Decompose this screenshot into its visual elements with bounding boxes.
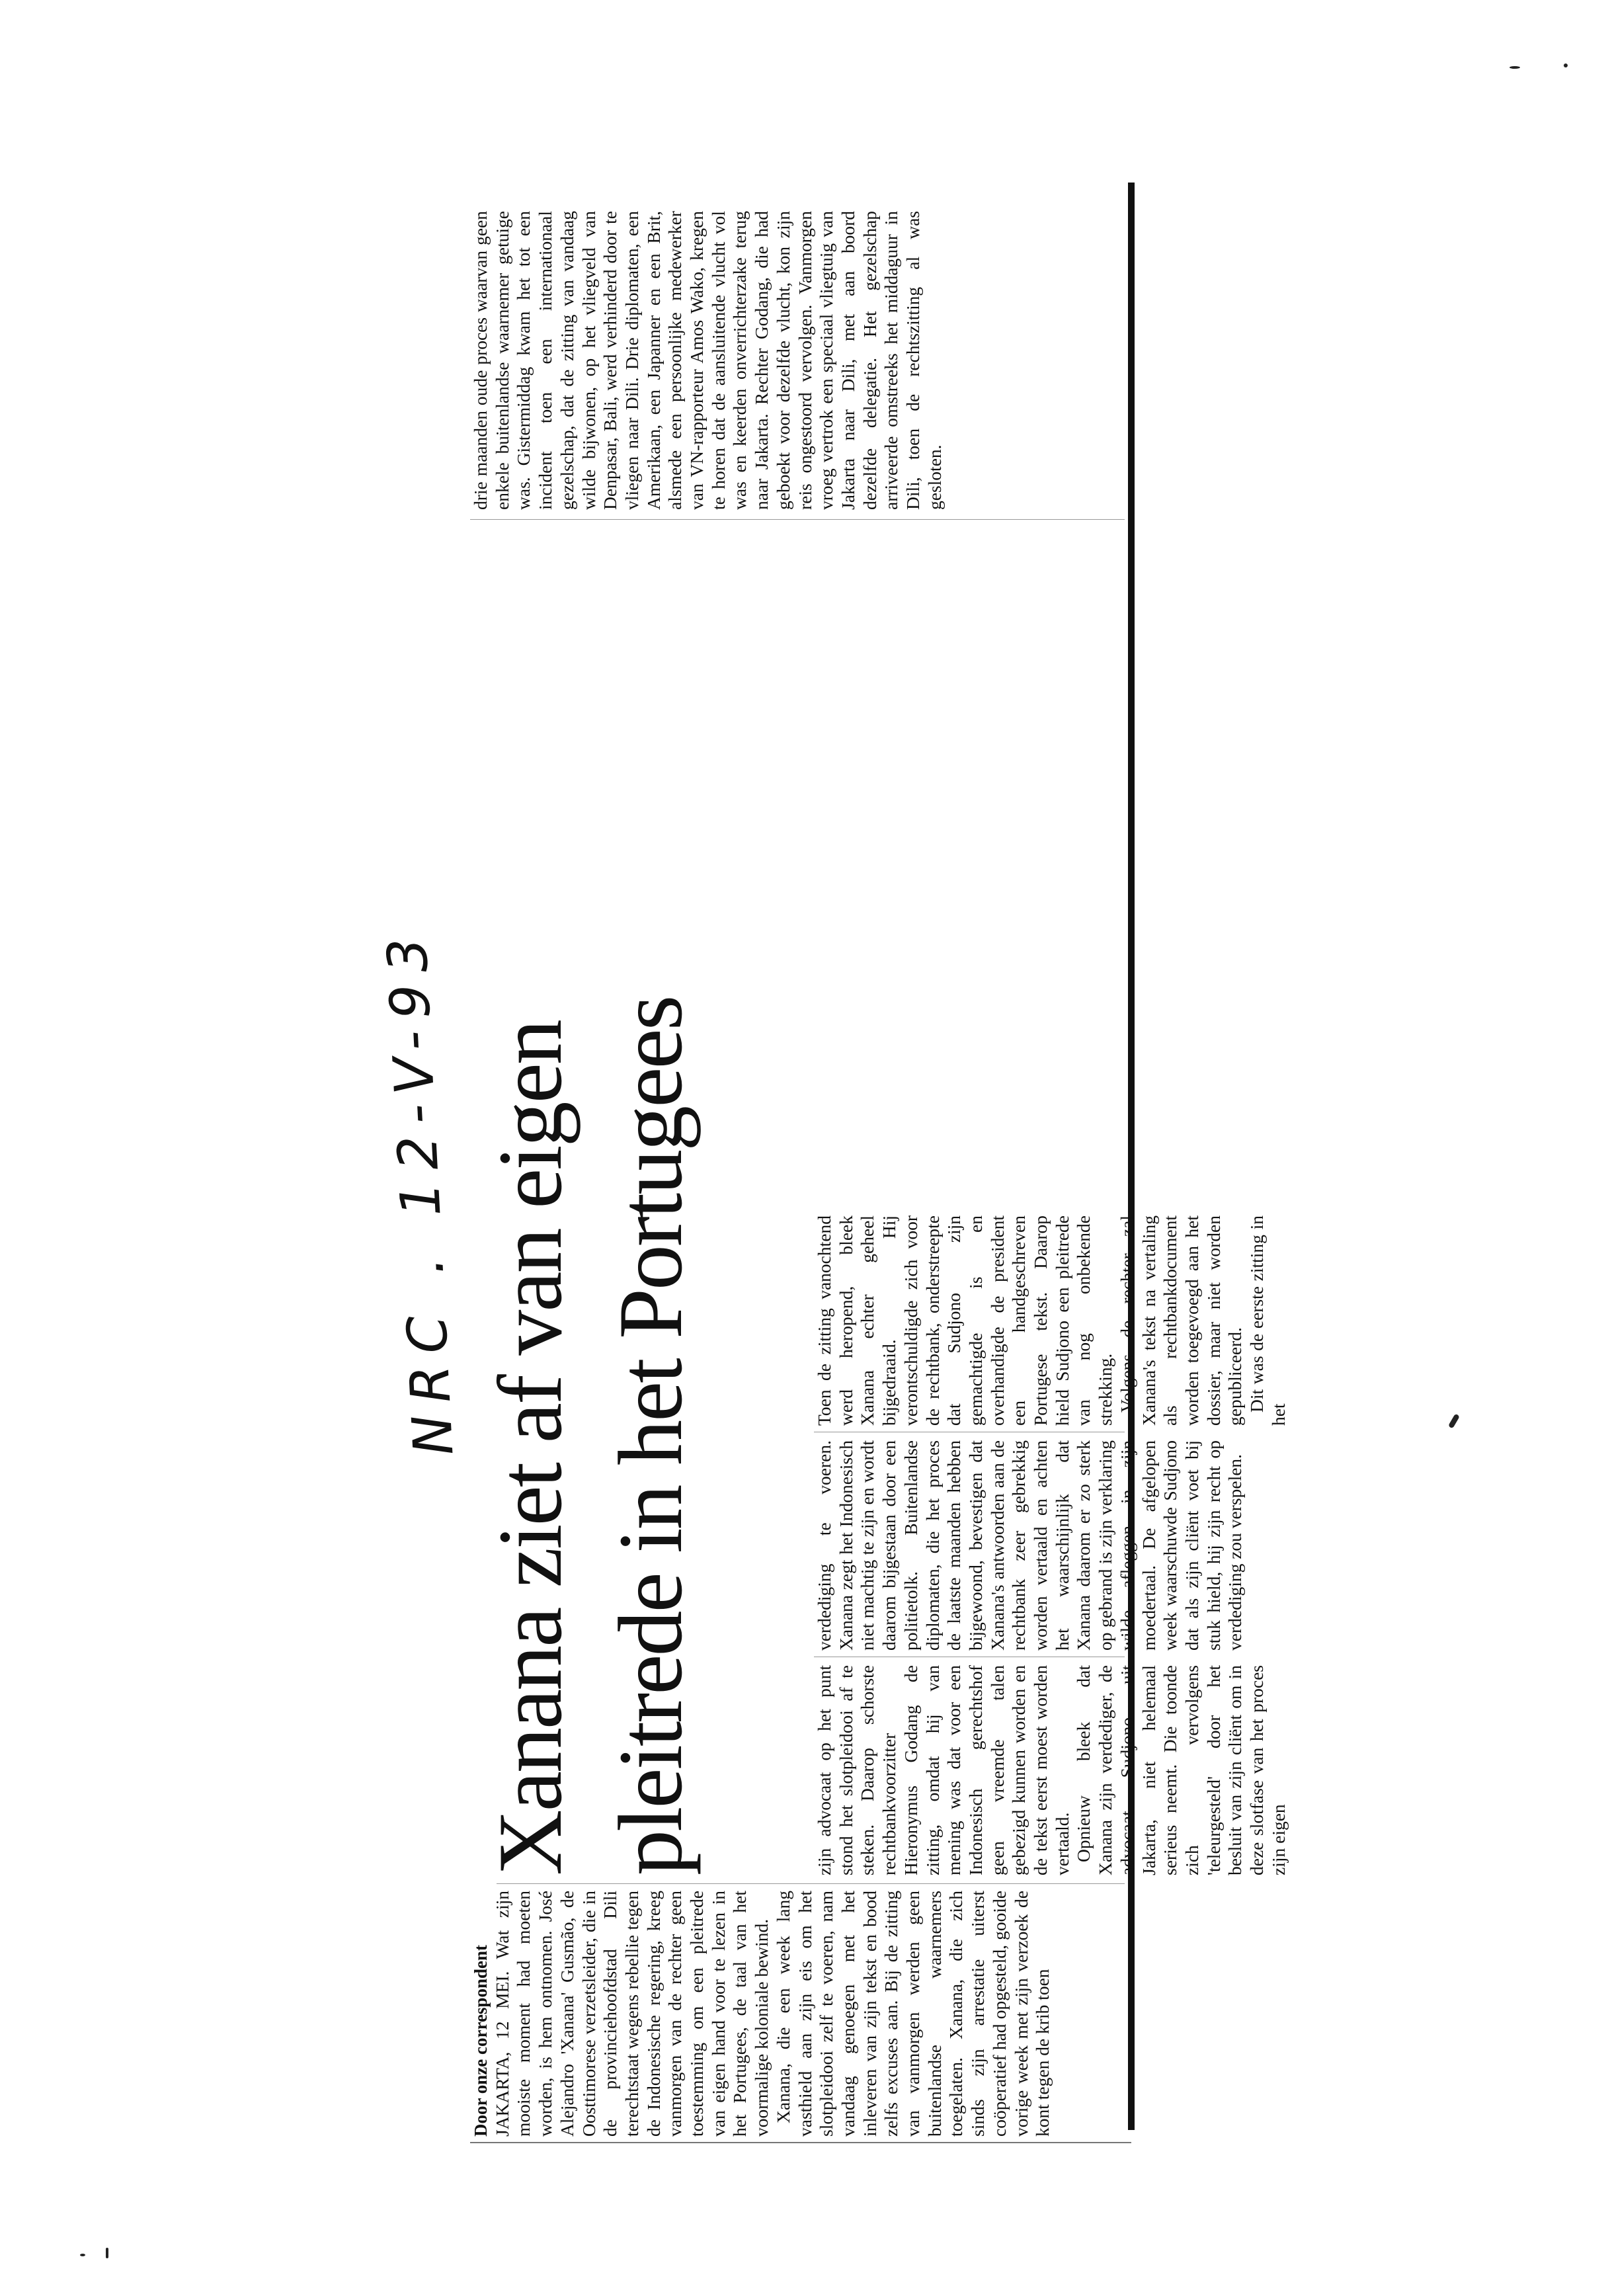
dateline: JAKARTA, 12 MEI. — [491, 1971, 512, 2137]
handwritten-annotation: NRC . 12-V-93 — [375, 924, 466, 1457]
scan-speck — [80, 2254, 85, 2256]
paragraph: zijn advocaat op het punt stond het slotpleidooi af te steken. Daarop schorste rechtbankvoorzitter Hieronymus Godang de zitting, omdat hij van mening was dat voor een Indonesisch gerechtshof geen vreemde talen gebezigd kunnen worden en de tekst eerst moest worden vertaald. — [814, 1665, 1072, 1875]
paragraph: Volgens de rechter zal Xanana's tekst na vertaling als rechtbankdocument worden toegevoegd aan het dossier, maar niet worden gepubliceerd. — [1116, 1215, 1246, 1426]
scan-speck — [106, 2248, 108, 2258]
byline: Door onze correspondent — [471, 1945, 491, 2137]
scan-speck — [1509, 66, 1520, 69]
paragraph: verdediging te voeren. Xanana zegt het Indonesisch niet machtig te zijn en wordt daarom bijgestaan door een politietolk. Buitenlandse diplomaten, die het proces de laatste maanden hebben bijgewoond, bevestigen dat Xanana's antwoorden aan de rechtbank zeer gebrekkig worden vertaald en achten het waarschijnlijk dat Xanana daarom er zo sterk op gebrand is zijn verklaring wilde afleggen in zijn moedertaal. De afgelopen week waarschuwde Sudjono dat als zijn cliënt voet bij stuk hield, hij zijn recht op verdediging zou verspelen. — [814, 1440, 1246, 1651]
paragraph: Toen de zitting vanochtend werd heropend, bleek Xanana echter geheel bijgedraaid. Hij verontschuldigde zich voor de rechtbank, onderstreepte dat Sudjono zijn gemachtigde is en overhandigde de president een handgeschreven Portugese tekst. Daarop hield Sudjono een pleitrede van nog onbekende strekking. — [814, 1215, 1116, 1426]
paragraph: Opnieuw bleek dat Xanana zijn verdediger, de advocaat Sudjono uit Jakarta, niet helemaal serieus neemt. Die toonde zich vervolgens 'teleurgesteld' door het besluit van zijn cliënt om in deze slotfase van het proces zijn eigen — [1073, 1665, 1289, 1875]
scan-speck — [1564, 63, 1568, 67]
left-column-rule — [470, 2142, 1131, 2143]
paragraph: Dit was de eerste zitting in het — [1246, 1215, 1289, 1426]
article-column-2 — [814, 1665, 1289, 1875]
column-separator — [497, 1883, 1125, 1884]
paragraph: Xanana, die een week lang vasthield aan zijn eis om het slotpleidooi zelf te voeren, nam vandaag genoegen met het inleveren van zijn tekst en bood zelfs excuses aan. Bij de zitting van vanmorgen werden geen buitenlandse waarnemers toegelaten. Xanana, die zich sinds zijn arrestatie uiterst coöperatief had opgesteld, gooide vorige week met zijn verzoek de kont tegen de krib toen — [772, 1891, 1053, 2137]
article-column-5 — [470, 211, 945, 510]
article-column-3 — [814, 1440, 1246, 1651]
article-column-4 — [814, 1215, 1289, 1426]
column-separator — [470, 519, 1125, 520]
scan-speck — [1448, 1413, 1460, 1428]
paragraph: Wat zijn mooiste moment had moeten worden, is hem ontnomen. José Alejandro 'Xanana' Gusmão, de Oosttimorese verzetsleider, die in de provinciehoofdstad Dili terechtstaat wegens rebellie tegen de Indonesische regering, kreeg vanmorgen van de rechter geen toestemming om een pleitrede van eigen hand voor te lezen in het Portugees, de taal van het voormalige koloniale bewind. — [491, 1891, 772, 2137]
paragraph: drie maanden oude proces waarvan geen enkele buitenlandse waarnemer getuige was. Gistermiddag kwam het tot een incident toen een internationaal gezelschap, dat de zitting van vandaag wilde bijwonen, op het vliegveld van Denpasar, Bali, werd verhinderd door te vliegen naar Dili. Drie diplomaten, een Amerikaan, een Japanner en een Brit, alsmede een persoonlijke medewerker van VN-rapporteur Amos Wako, kregen te horen dat de aansluitende vlucht vol was en keerden onverrichterzake terug naar Jakarta. Rechter Godang, die had geboekt voor dezelfde vlucht, kon zijn reis ongestoord vervolgen. Vanmorgen vroeg vertrok een speciaal vliegtuig van Jakarta naar Dili, met aan boord dezelfde delegatie. Het gezelschap arriveerde omstreeks het middaguur in Dili, toen de rechtszitting al was gesloten. — [470, 211, 945, 510]
headline: Xanana ziet af van eigen pleitrede in het Portugees — [479, 997, 701, 1875]
newspaper-clipping — [375, 153, 1289, 2143]
article-column-1 — [470, 1891, 1054, 2137]
